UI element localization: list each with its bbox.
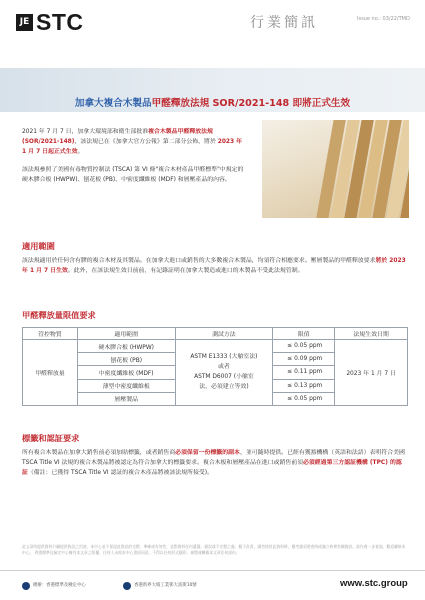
test-method-cell (175, 340, 273, 406)
title-part-2: 甲醛釋放法規 SOR/2021-148 即將正式生效 (151, 98, 351, 109)
title-part-1: 加拿大複合木製品 (74, 98, 152, 109)
labeling-paragraph (22, 449, 406, 478)
location-icon (123, 582, 131, 590)
labeling-highlight: 必須經過第三方認証機構 (TPC) 的認証 (22, 459, 402, 476)
footer-divider (0, 570, 425, 571)
page-title (0, 95, 425, 109)
wood-boards-photo (262, 120, 409, 218)
disclaimer: 此文章所提供資料只屬提供資訊之用途，本中心並不保證此資訊的完整、準確或有效性，並對資料任何遺漏、錯誤或不完整之處，概不負責。讀者使用此資料時，應考慮須要查明或獨立核實有關資訊。欲作進一步查詢，歡迎聯絡本中心。 香港標準及檢定中心擁有本文章之版權，任何人未經本中心書面同意，不得以任何形式翻印、複製或轉載本文章任何部份。 (22, 544, 406, 555)
limits-table (22, 327, 408, 406)
scope-paragraph (22, 257, 406, 277)
substance-cell: 甲醛釋放量 (23, 340, 78, 406)
limit-cell: ≤ 0.13 ppm (273, 379, 335, 392)
method-text: 法，必須建立等效) (199, 384, 249, 391)
scope-heading: 適用範圍 (22, 241, 55, 251)
column-header: 法規生效日期 (335, 328, 408, 340)
stc-logo-icon: JE (16, 14, 33, 31)
limits-heading: 甲醛釋放量限值要求 (22, 310, 96, 320)
intro-paragraph-1 (22, 128, 247, 157)
column-header: 測試方法 (175, 328, 273, 340)
company-icon (22, 582, 30, 590)
method-text: 或者 (218, 364, 230, 371)
labeling-highlight: 必須保留一份標籤的副本 (175, 450, 240, 456)
intro-highlight-date: 2023 年 1 月 7 日起正式生效 (22, 138, 243, 155)
intro-text: ，該法規已在《加拿大官方公報》第二部分公佈，將於 (74, 138, 218, 145)
product-cell: 薄型中密度纖維板 (77, 379, 175, 392)
issue-number: Issue no.: 03/22/TMD (357, 16, 410, 22)
stc-logo-text: STC (36, 9, 84, 35)
labeling-text: 所有複合木製品在加拿大銷售前必須加貼標籤，或者銷售商 (22, 450, 176, 456)
column-header: 管控物質 (23, 328, 78, 340)
newsletter-title: 行業簡訊 (250, 15, 318, 31)
website-link[interactable]: www.stc.group (340, 578, 408, 589)
footer-org: 總辦：香港標準及檢定中心 (33, 583, 86, 588)
limit-cell: ≤ 0.09 ppm (273, 353, 335, 366)
product-cell: 中密度纖維板 (MDF) (77, 366, 175, 379)
scope-text: 。此外，在該法規生效日前前，有記錄証明在加拿大製造或進口的木製品不受此法規管制。 (67, 267, 304, 274)
labeling-heading: 標籤和認証要求 (22, 433, 80, 443)
labeling-text: （備註：已獲得 TSCA Title VI 認証的複合木產品將被該法規所接受)。 (27, 469, 213, 476)
limit-cell: ≤ 0.05 ppm (273, 340, 335, 353)
table-row (23, 340, 408, 353)
limit-cell: ≤ 0.05 ppm (273, 392, 335, 405)
product-cell: 刨花板 (PB) (77, 353, 175, 366)
column-header: 限值 (273, 328, 335, 340)
table-header-row (23, 328, 408, 340)
method-text: ASTM D6007 (小艙室 (194, 374, 254, 381)
intro-section (22, 128, 247, 195)
intro-paragraph-2: 該法規參照了美國有毒物質控制法 (TSCA) 第 VI 條"複合木材產品甲醛標準"中規定的硬木膠合板 (HWPW)、刨花板 (PB)、中密度纖維板 (MDF) 和層壓產品的內容。 (22, 167, 244, 184)
footer-address: 香港新界大埔工業邨大富街10號 (134, 583, 197, 588)
product-cell: 層壓製品 (77, 392, 175, 405)
intro-highlight-regulation: 複合木製品甲醛釋放法規 (SOR/2021-148) (22, 129, 213, 145)
intro-text: 。 (77, 148, 84, 155)
intro-text: 2021 年 7 月 7 日，加拿大環境部和衛生部批准 (22, 129, 149, 135)
labeling-text: ，並可隨時提供。已經有獲豁機構（英語和法語）表明符合美國 TSCA Title VI 法規的複合木製品將被認定為符合加拿大的標籤要求。複合木板和層壓產品在進口或銷售前須 (22, 450, 405, 466)
column-header: 適用範圍 (77, 328, 175, 340)
method-text: ASTM E1333 (大艙室法) (190, 354, 258, 361)
limit-cell: ≤ 0.11 ppm (273, 366, 335, 379)
page-header (0, 0, 425, 36)
scope-highlight-date: 將於 2023 年 1 月 7 日生效 (22, 258, 406, 274)
effective-date-cell: 2023 年 1 月 7 日 (335, 340, 408, 406)
scope-text: 該法規適用於任何含有膠的複合木材及其製品。在加拿大進口或銷售的大多數複合木製品，均須符合相應要求。壓層製品的甲醛釋放要求 (22, 258, 376, 264)
product-cell: 硬木膠合板 (HWPW) (77, 340, 175, 353)
